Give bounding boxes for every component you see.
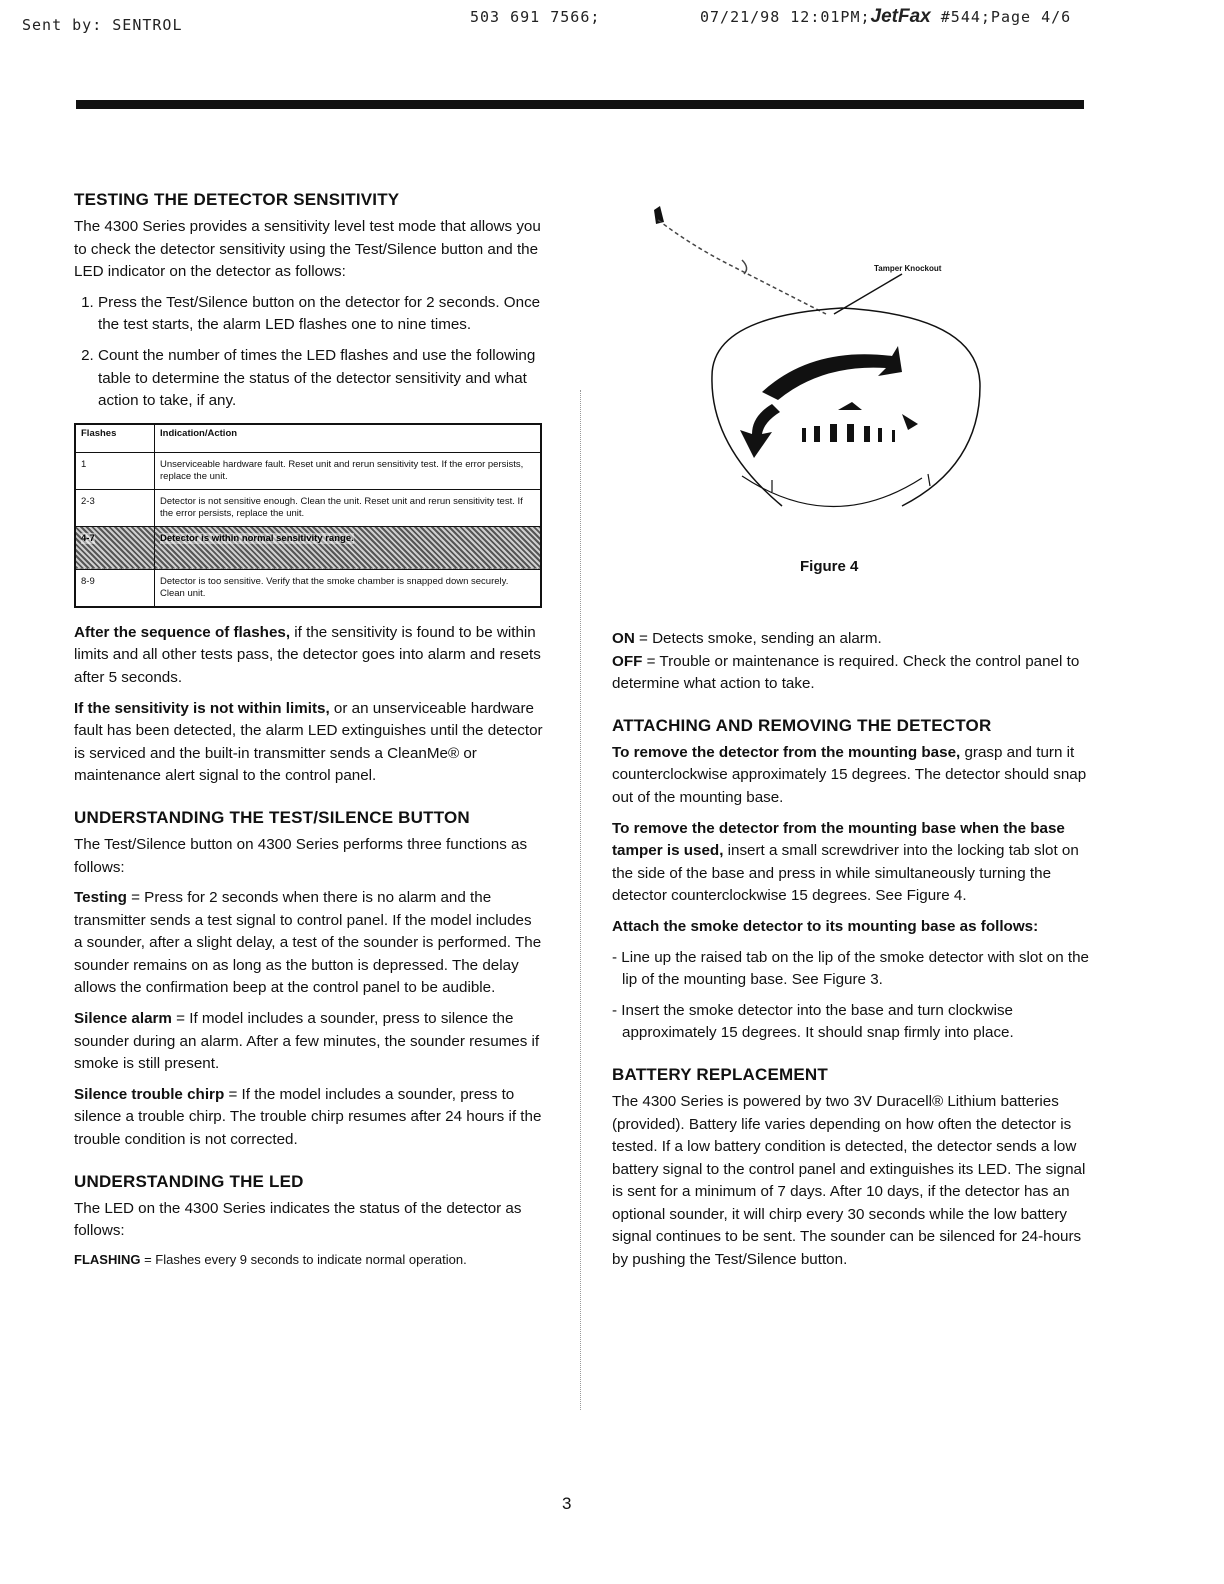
led-on-text: = Detects smoke, sending an alarm. bbox=[634, 630, 882, 647]
remove-text: grasp and turn it counterclockwise approximately 15 degrees. The detector should snap out of the mounting base. bbox=[612, 743, 1087, 806]
rotation-arrow-bottom bbox=[740, 404, 780, 458]
figure-caption: Figure 4 bbox=[800, 558, 859, 575]
led-flashing-text: = Flashes every 9 seconds to indicate normal operation. bbox=[140, 1251, 467, 1267]
testing-intro: The 4300 Series provides a sensitivity level test mode that allows you to check the detector sensitivity using the Test/Silence button and the LED indicator on the detector as follows: bbox=[74, 218, 541, 281]
table-row bbox=[75, 569, 541, 607]
fax-sender: Sent by: SENTROL bbox=[22, 16, 183, 34]
table-row bbox=[75, 489, 541, 526]
led-flashing-lead: FLASHING bbox=[74, 1251, 141, 1267]
fax-page: #544;Page 4/6 bbox=[940, 8, 1072, 26]
led-on-status bbox=[612, 628, 1090, 651]
testing-function bbox=[74, 887, 544, 1000]
left-column bbox=[74, 190, 544, 1276]
sensitivity-table bbox=[74, 423, 542, 608]
after-sequence-text: if the sensitivity is found to be within limits and all other tests pass, the detector goes into alarm and resets after 5 seconds. bbox=[74, 623, 541, 686]
table-cell-action: Unserviceable hardware fault. Reset unit and rerun sensitivity test. If the error persists, replace the unit. bbox=[155, 452, 542, 489]
right-column bbox=[612, 196, 1090, 1280]
table-header-action: Indication/Action bbox=[155, 424, 542, 453]
tamper-paragraph bbox=[612, 818, 1090, 908]
detector-base-rim bbox=[742, 476, 922, 507]
table-cell-flashes: 2-3 bbox=[75, 489, 155, 526]
table-cell-flashes-text: 4-7 bbox=[81, 532, 95, 544]
attach-step: - Line up the raised tab on the lip of the smoke detector with slot on the lip of the mounting base. See Figure 3. bbox=[612, 948, 1090, 989]
table-cell-action: Detector is too sensitive. Verify that the smoke chamber is snapped down securely. Clean unit. bbox=[155, 569, 542, 607]
figure-4 bbox=[602, 196, 1002, 576]
column-divider bbox=[580, 390, 581, 1410]
detector-illustration bbox=[602, 196, 1002, 556]
tamper-knockout-label: Tamper Knockout bbox=[874, 264, 942, 273]
silence-alarm-function bbox=[74, 1008, 544, 1076]
remove-lead: To remove the detector from the mounting base, bbox=[612, 743, 961, 761]
remove-paragraph bbox=[612, 742, 1090, 810]
silence-alarm-text: = If model includes a sounder, press to silence the sounder during an alarm. After a few minutes, the sounder resumes if smoke is still present. bbox=[74, 1010, 540, 1073]
fax-phone: 503 691 7566; bbox=[470, 8, 601, 26]
not-within-limits-text: or an unserviceable hardware fault has been detected, the alarm LED extinguishes until the detector is serviced and the built-in transmitter sends a CleanMe® or maintenance alert signal to the control panel. bbox=[74, 699, 543, 785]
jetfax-brand: JetFax bbox=[870, 6, 931, 27]
testing-step: 1. Press the Test/Silence button on the detector for 2 seconds. Once the test starts, the alarm LED flashes one to nine times. bbox=[98, 292, 544, 337]
table-cell-flashes: 8-9 bbox=[75, 569, 155, 607]
button-heading: UNDERSTANDING THE TEST/SILENCE BUTTON bbox=[74, 807, 470, 827]
table-cell-flashes bbox=[75, 526, 155, 569]
led-flashing bbox=[74, 1251, 544, 1268]
testing-function-lead: Testing bbox=[74, 889, 127, 907]
after-sequence-paragraph bbox=[74, 622, 544, 690]
detector-vents bbox=[802, 402, 918, 442]
screwdriver-shaft bbox=[658, 220, 826, 314]
table-header-flashes: Flashes bbox=[75, 424, 155, 453]
table-cell-flashes: 1 bbox=[75, 452, 155, 489]
rotation-arrow-top bbox=[762, 346, 902, 400]
not-within-limits-paragraph bbox=[74, 698, 544, 788]
led-intro: The LED on the 4300 Series indicates the status of the detector as follows: bbox=[74, 1199, 522, 1240]
led-heading: UNDERSTANDING THE LED bbox=[74, 1171, 304, 1191]
table-row bbox=[75, 452, 541, 489]
silence-chirp-lead: Silence trouble chirp bbox=[74, 1085, 225, 1103]
tamper-lead: To remove the detector from the mounting base when the base tamper is used, bbox=[612, 819, 1065, 860]
silence-alarm-lead: Silence alarm bbox=[74, 1010, 172, 1028]
table-cell-action bbox=[155, 526, 542, 569]
table-row-highlighted bbox=[75, 526, 541, 569]
attach-lead: Attach the smoke detector to its mounting base as follows: bbox=[612, 917, 1039, 935]
page-number: 3 bbox=[562, 1494, 572, 1513]
attach-heading: ATTACHING AND REMOVING THE DETECTOR bbox=[612, 715, 992, 735]
testing-heading: TESTING THE DETECTOR SENSITIVITY bbox=[74, 190, 400, 209]
table-header-row bbox=[75, 424, 541, 453]
header-rule bbox=[76, 100, 1084, 109]
attach-step: - Insert the smoke detector into the base and turn clockwise approximately 15 degrees. It should snap firmly into place. bbox=[612, 1001, 1014, 1042]
led-off-lead: OFF bbox=[612, 652, 643, 670]
testing-steps bbox=[74, 292, 544, 413]
button-intro: The Test/Silence button on 4300 Series performs three functions as follows: bbox=[74, 835, 528, 876]
testing-step: 2. Count the number of times the LED flashes and use the following table to determine the status of the detector sensitivity and what action to take, if any. bbox=[98, 345, 544, 413]
after-sequence-lead: After the sequence of flashes, bbox=[74, 623, 291, 641]
led-off-status bbox=[612, 651, 1090, 696]
table-cell-action-text: Detector is within normal sensitivity range. bbox=[160, 532, 354, 544]
led-on-lead: ON bbox=[612, 630, 635, 647]
led-off-text: = Trouble or maintenance is required. Check the control panel to determine what action to take. bbox=[612, 652, 1080, 693]
testing-function-text: = Press for 2 seconds when there is no alarm and the transmitter sends a test signal to control panel. If the model includes a sounder, after a slight delay, a test of the sounder is performed. The sounder remains on as long as the button is depressed. The delay allows the confirmation beep at the control panel to be audible. bbox=[74, 889, 542, 997]
battery-text: The 4300 Series is powered by two 3V Duracell® Lithium batteries (provided). Battery life varies depending on how often the detector is tested. If a low battery condition is detected, the detector sends a low battery signal to the control panel and extinguishes its LED. The signal is sent for a minimum of 7 days. After 10 days, if the detector has an optional sounder, it will chirp every 30 seconds while the low battery signal continues to be sent. The sounder can be silenced for 24-hours by pushing the Test/Silence button. bbox=[612, 1092, 1086, 1269]
silence-chirp-function bbox=[74, 1084, 544, 1152]
table-cell-action: Detector is not sensitive enough. Clean the unit. Reset unit and rerun sensitivity test. If the error persists, replace the unit. bbox=[155, 489, 542, 526]
battery-heading: BATTERY REPLACEMENT bbox=[612, 1064, 828, 1084]
silence-chirp-text: = If the model includes a sounder, press to silence a trouble chirp. The trouble chirp resumes after 24 hours if the trouble condition is not corrected. bbox=[74, 1085, 542, 1149]
tamper-text: insert a small screwdriver into the locking tab slot on the side of the base and press in while simultaneously turning the detector counterclockwise 15 degrees. See Figure 4. bbox=[612, 842, 1079, 905]
fax-datetime bbox=[700, 6, 1071, 28]
fax-datetime-text: 07/21/98 12:01PM; bbox=[700, 8, 871, 26]
not-within-limits-lead: If the sensitivity is not within limits, bbox=[74, 699, 330, 717]
